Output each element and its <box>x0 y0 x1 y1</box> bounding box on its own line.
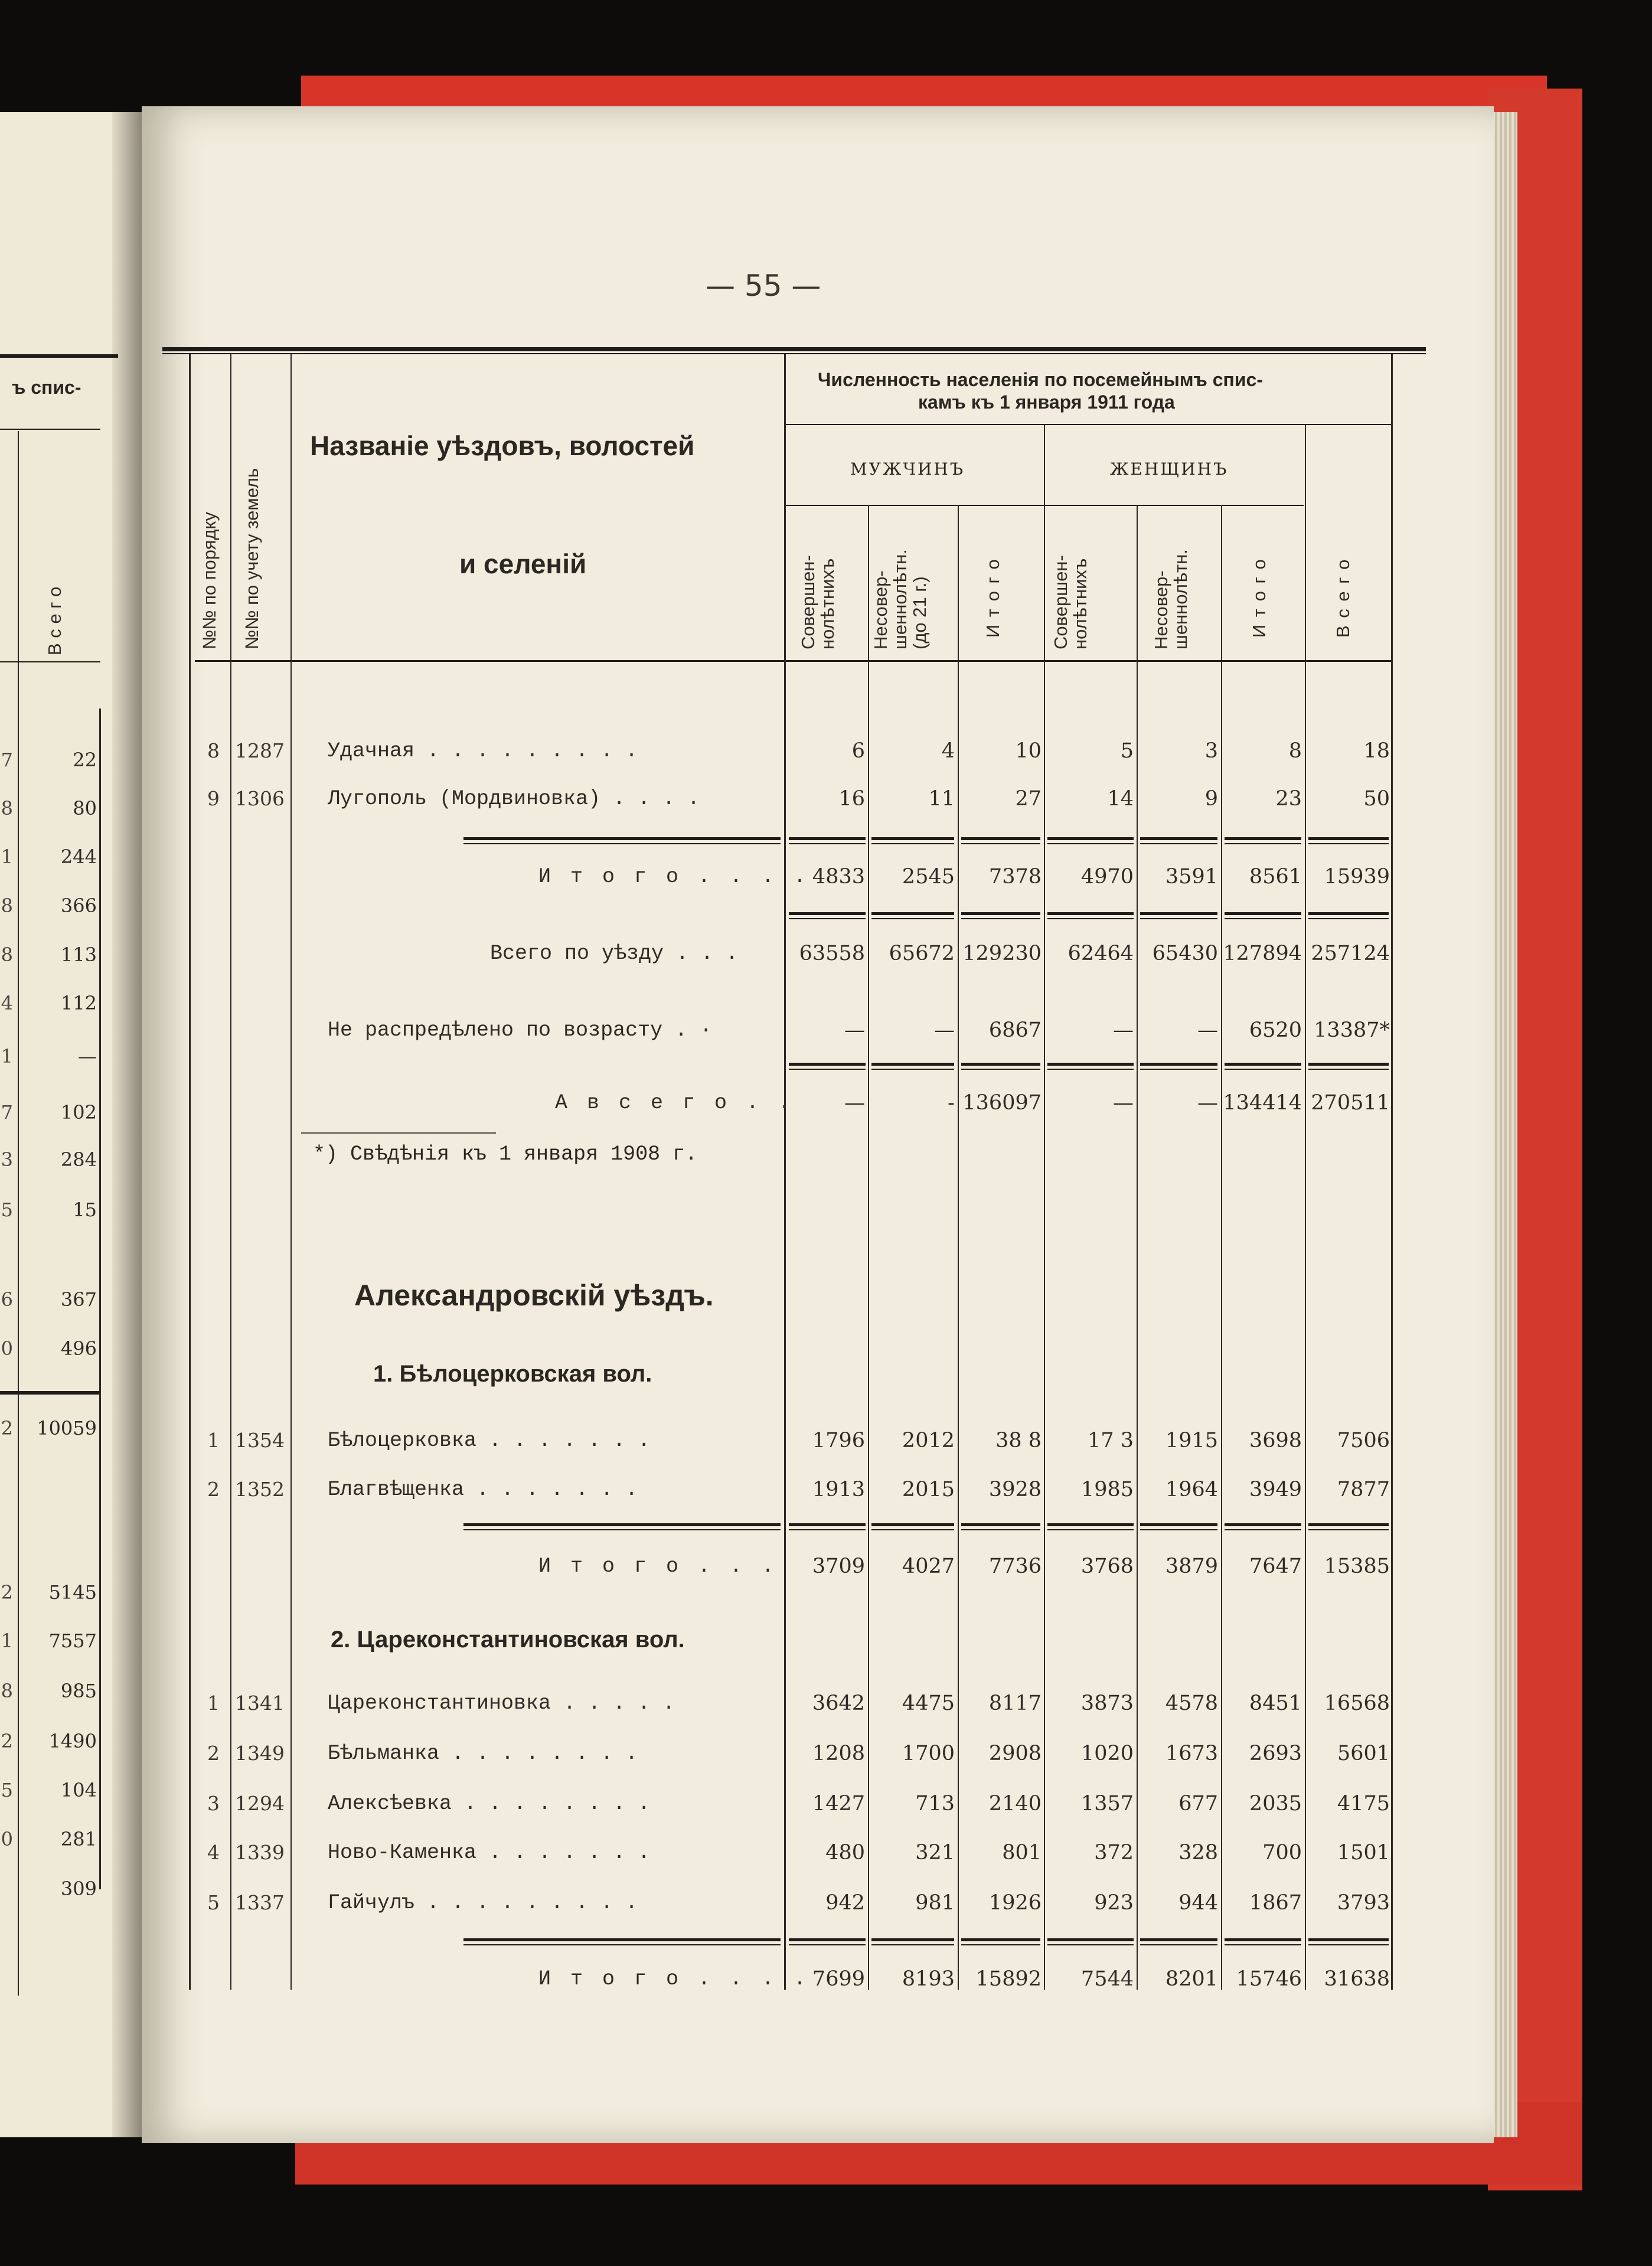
block1-itogo-value-0: 4833 <box>812 865 865 889</box>
left-rule-2 <box>0 429 100 430</box>
header-women-minor: Несовер- шеннолѣтн. <box>1151 549 1191 649</box>
separator-rule-thin-3-4 <box>1047 1069 1134 1070</box>
block1-vsego-uezd-label: Всего по уѣзду . . . <box>490 942 739 965</box>
separator-rule-thin-3-1 <box>789 1069 866 1070</box>
row-alekseevka-value-3: 1357 <box>1080 1792 1134 1816</box>
left-row-mark: 2 <box>1 1581 13 1604</box>
volost2-itogo-value-1: 8193 <box>902 1967 955 1991</box>
separator-rule-5-7 <box>1308 1938 1389 1941</box>
volost1-itogo-value-3: 3768 <box>1080 1555 1134 1578</box>
left-number: — <box>78 1045 97 1067</box>
row-blagveshchenka-value-0: 1913 <box>812 1478 865 1501</box>
left-number: 22 <box>73 749 97 771</box>
separator-rule-thin-1-3 <box>961 843 1040 844</box>
separator-rule-thin-3-5 <box>1140 1069 1217 1070</box>
left-row-mark: 5 <box>1 1199 13 1221</box>
left-row-mark: 8 <box>1 797 13 819</box>
row-novo-kamenka-name: Ново-Каменка . . . . . . . <box>328 1841 651 1865</box>
separator-rule-1-7 <box>1308 837 1389 840</box>
row-udachnaya-value-4: 3 <box>1204 739 1218 763</box>
separator-rule-5-0 <box>463 1938 781 1941</box>
separator-rule-4-6 <box>1225 1523 1301 1526</box>
row-novo-kamenka-value-5: 700 <box>1262 1841 1302 1865</box>
separator-rule-thin-1-4 <box>1047 843 1134 844</box>
row-belocerkovka-value-2: 38 8 <box>995 1429 1042 1452</box>
row-belocerkovka-land-number: 1354 <box>235 1429 285 1452</box>
separator-rule-2-4 <box>1047 912 1134 915</box>
block1-a-vsego-label: А в с е г о . . <box>555 1091 795 1115</box>
separator-rule-thin-2-1 <box>789 918 866 919</box>
page <box>142 106 1494 2143</box>
separator-rule-thin-3-3 <box>961 1069 1040 1070</box>
row-novo-kamenka-value-0: 480 <box>825 1841 865 1865</box>
header-population-line1: Численность населенія по посемейнымъ спис- <box>818 369 1263 390</box>
header-col-land: №№ по учету земель <box>241 468 262 649</box>
row-gaichul-order-number: 5 <box>207 1891 220 1914</box>
block1-itogo-value-6: 15939 <box>1324 865 1390 889</box>
separator-rule-thin-2-5 <box>1140 918 1217 919</box>
footnote: *) Свѣдѣнія къ 1 января 1908 г. <box>313 1142 698 1166</box>
col-line-5 <box>1221 505 1222 1990</box>
header-name-line1: Названіе уѣздовъ, волостей <box>310 430 695 461</box>
row-udachnaya-order-number: 8 <box>207 739 220 762</box>
row-lugopol-value-1: 11 <box>928 787 955 811</box>
volost1-itogo-value-4: 3879 <box>1165 1555 1218 1578</box>
row-novo-kamenka-land-number: 1339 <box>235 1841 285 1864</box>
left-row-mark: 6 <box>1 1288 13 1311</box>
separator-rule-thin-2-7 <box>1308 918 1389 919</box>
separator-rule-1-5 <box>1140 837 1217 840</box>
block1-a-vsego-value-0: — <box>844 1091 865 1115</box>
separator-rule-2-3 <box>961 912 1040 915</box>
block1-a-vsego-value-3: — <box>1113 1091 1134 1115</box>
row-blagveshchenka-land-number: 1352 <box>235 1478 285 1501</box>
left-rule-4 <box>0 1391 100 1395</box>
header-rule-1 <box>784 424 1392 425</box>
header-grand-total: В с е г о <box>1333 558 1353 638</box>
separator-rule-thin-5-7 <box>1308 1944 1389 1945</box>
header-men-adult: Совершен- нолѣтнихъ <box>798 555 838 649</box>
row-lugopol-value-3: 14 <box>1107 787 1134 811</box>
row-alekseevka-value-6: 4175 <box>1337 1792 1390 1816</box>
separator-rule-thin-5-4 <box>1047 1944 1134 1945</box>
volost2-itogo-value-6: 31638 <box>1324 1967 1390 1991</box>
left-col-edge <box>99 708 101 1889</box>
block1-ne-raspr-value-5: 6520 <box>1249 1018 1302 1042</box>
separator-rule-thin-1-5 <box>1140 843 1217 844</box>
row-tsarekonstantinovka-value-6: 16568 <box>1324 1692 1390 1715</box>
row-tsarekonstantinovka-value-1: 4475 <box>902 1692 955 1715</box>
row-novo-kamenka-order-number: 4 <box>207 1841 220 1864</box>
left-col-divider <box>18 431 19 1996</box>
row-lugopol-value-0: 16 <box>838 787 865 811</box>
row-belmanka-value-4: 1673 <box>1165 1742 1218 1765</box>
row-gaichul-value-3: 923 <box>1094 1891 1134 1915</box>
left-number: 281 <box>60 1828 97 1850</box>
row-novo-kamenka-value-6: 1501 <box>1337 1841 1390 1865</box>
row-alekseevka-value-4: 677 <box>1178 1792 1218 1816</box>
row-blagveshchenka-value-4: 1964 <box>1165 1478 1218 1501</box>
row-tsarekonstantinovka-value-2: 8117 <box>988 1692 1042 1715</box>
row-belmanka-land-number: 1349 <box>235 1742 285 1765</box>
block1-vsego-uezd-value-2: 129230 <box>962 942 1042 965</box>
separator-rule-5-5 <box>1140 1938 1217 1941</box>
row-lugopol-value-4: 9 <box>1204 787 1218 811</box>
separator-rule-1-0 <box>463 837 781 840</box>
row-gaichul-value-4: 944 <box>1178 1891 1218 1915</box>
left-number: 1490 <box>48 1730 97 1752</box>
separator-rule-thin-4-3 <box>961 1529 1040 1530</box>
left-row-mark: 2 <box>1 1417 13 1439</box>
row-gaichul-value-5: 1867 <box>1249 1891 1302 1915</box>
separator-rule-thin-2-4 <box>1047 918 1134 919</box>
separator-rule-thin-5-5 <box>1140 1944 1217 1945</box>
separator-rule-4-3 <box>961 1523 1040 1526</box>
left-row-mark: 0 <box>1 1828 13 1850</box>
row-blagveshchenka-name: Благвѣщенка . . . . . . . <box>328 1478 638 1501</box>
separator-rule-2-6 <box>1225 912 1301 915</box>
row-gaichul-value-2: 1926 <box>988 1891 1042 1915</box>
header-col-order: №№ по порядку <box>199 512 220 649</box>
row-udachnaya-value-0: 6 <box>851 739 865 763</box>
row-belocerkovka-value-5: 3698 <box>1249 1429 1302 1452</box>
row-belmanka-order-number: 2 <box>207 1742 220 1765</box>
separator-rule-2-2 <box>871 912 954 915</box>
separator-rule-3-5 <box>1140 1063 1217 1066</box>
row-gaichul-value-1: 981 <box>915 1891 955 1915</box>
separator-rule-5-3 <box>961 1938 1040 1941</box>
separator-rule-4-5 <box>1140 1523 1217 1526</box>
row-belmanka-value-2: 2908 <box>988 1742 1042 1765</box>
row-belmanka-value-1: 1700 <box>902 1742 955 1765</box>
row-udachnaya-land-number: 1287 <box>235 739 285 762</box>
top-rule <box>162 347 1426 351</box>
col-line-2 <box>958 505 959 1990</box>
left-row-mark: 8 <box>1 1680 13 1702</box>
separator-rule-thin-3-7 <box>1308 1069 1389 1070</box>
left-rule <box>0 354 118 358</box>
header-women: ЖЕНЩИНЪ <box>1110 459 1229 479</box>
block1-ne-raspr-value-4: — <box>1197 1018 1218 1042</box>
separator-rule-2-1 <box>789 912 866 915</box>
col-line-land <box>290 354 292 1990</box>
left-number: 985 <box>60 1680 97 1702</box>
row-gaichul-name: Гайчулъ . . . . . . . . . <box>328 1891 638 1915</box>
row-novo-kamenka-value-4: 328 <box>1178 1841 1218 1865</box>
separator-rule-thin-1-6 <box>1225 843 1301 844</box>
block1-ne-raspr-label: Не распредѣлено по возрасту . · <box>328 1018 713 1042</box>
left-header-fragment: ъ спис- <box>12 377 81 398</box>
separator-rule-4-0 <box>463 1523 781 1526</box>
separator-rule-thin-2-6 <box>1225 918 1301 919</box>
district-title: Александровскій уѣздъ. <box>354 1279 714 1312</box>
block1-vsego-uezd-value-4: 65430 <box>1152 942 1218 965</box>
separator-rule-thin-3-2 <box>871 1069 954 1070</box>
row-alekseevka-value-2: 2140 <box>988 1792 1042 1816</box>
left-number: 15 <box>73 1199 97 1221</box>
row-blagveshchenka-value-3: 1985 <box>1080 1478 1134 1501</box>
row-alekseevka-value-5: 2035 <box>1249 1792 1302 1816</box>
volost1-itogo-value-2: 7736 <box>988 1555 1042 1578</box>
separator-rule-thin-4-5 <box>1140 1529 1217 1530</box>
row-lugopol-land-number: 1306 <box>235 787 285 810</box>
block1-ne-raspr-value-2: 6867 <box>988 1018 1042 1042</box>
row-tsarekonstantinovka-value-0: 3642 <box>812 1692 865 1715</box>
separator-rule-thin-3-6 <box>1225 1069 1301 1070</box>
block1-vsego-uezd-value-1: 65672 <box>889 942 955 965</box>
volost1-title: 1. Бѣлоцерковская вол. <box>373 1361 652 1387</box>
header-population-line2: камъ къ 1 января 1911 года <box>918 391 1175 413</box>
separator-rule-thin-2-3 <box>961 918 1040 919</box>
block1-itogo-value-3: 4970 <box>1080 865 1134 889</box>
header-bottom-rule <box>195 660 1392 662</box>
row-blagveshchenka-order-number: 2 <box>207 1478 220 1501</box>
separator-rule-thin-1-1 <box>789 843 866 844</box>
left-number: 112 <box>60 992 97 1014</box>
separator-rule-5-2 <box>871 1938 954 1941</box>
block1-vsego-uezd-value-6: 257124 <box>1311 942 1390 965</box>
col-line-1 <box>868 505 869 1990</box>
left-row-mark: 8 <box>1 894 13 917</box>
left-number: 309 <box>60 1878 97 1900</box>
row-belmanka-value-5: 2693 <box>1249 1742 1302 1765</box>
separator-rule-thin-4-2 <box>871 1529 954 1530</box>
row-tsarekonstantinovka-name: Цареконстантиновка . . . . . <box>328 1692 675 1715</box>
row-tsarekonstantinovka-value-5: 8451 <box>1249 1692 1302 1715</box>
left-row-mark: 1 <box>1 845 13 868</box>
separator-rule-4-1 <box>789 1523 866 1526</box>
row-alekseevka-land-number: 1294 <box>235 1792 285 1815</box>
page-number: — 55 — <box>706 269 821 303</box>
header-name-line2: и селеній <box>459 548 587 579</box>
row-udachnaya-value-2: 10 <box>1015 739 1042 763</box>
row-belocerkovka-value-1: 2012 <box>902 1429 955 1452</box>
row-blagveshchenka-value-1: 2015 <box>902 1478 955 1501</box>
block1-a-vsego-value-6: 270511 <box>1311 1091 1390 1115</box>
left-number: 5145 <box>48 1581 97 1604</box>
separator-rule-thin-5-0 <box>463 1944 781 1945</box>
table-right-edge <box>1391 354 1393 1990</box>
volost2-itogo-value-0: 7699 <box>812 1967 865 1991</box>
left-row-mark: 7 <box>1 1101 13 1124</box>
row-belmanka-value-0: 1208 <box>812 1742 865 1765</box>
separator-rule-4-7 <box>1308 1523 1389 1526</box>
block1-ne-raspr-value-6: 13387* <box>1314 1018 1390 1042</box>
row-udachnaya-value-6: 18 <box>1363 739 1390 763</box>
left-number: 7557 <box>48 1630 97 1652</box>
volost2-itogo-label: И т о г о . . . . <box>538 1967 810 1991</box>
row-tsarekonstantinovka-order-number: 1 <box>207 1692 220 1715</box>
row-novo-kamenka-value-3: 372 <box>1094 1841 1134 1865</box>
separator-rule-3-6 <box>1225 1063 1301 1066</box>
separator-rule-5-4 <box>1047 1938 1134 1941</box>
separator-rule-3-4 <box>1047 1063 1134 1066</box>
block1-itogo-value-5: 8561 <box>1249 865 1302 889</box>
separator-rule-thin-4-1 <box>789 1529 866 1530</box>
row-blagveshchenka-value-2: 3928 <box>988 1478 1042 1501</box>
left-row-mark: 5 <box>1 1779 13 1801</box>
left-row-mark: 1 <box>1 1045 13 1067</box>
separator-rule-2-7 <box>1308 912 1389 915</box>
col-line-4 <box>1137 505 1138 1990</box>
row-belocerkovka-value-3: 17 3 <box>1088 1429 1134 1452</box>
block1-itogo-value-1: 2545 <box>902 865 955 889</box>
row-blagveshchenka-value-5: 3949 <box>1249 1478 1302 1501</box>
block1-ne-raspr-value-0: — <box>844 1018 865 1042</box>
separator-rule-2-5 <box>1140 912 1217 915</box>
left-rule-3 <box>0 661 100 662</box>
volost2-itogo-value-4: 8201 <box>1165 1967 1218 1991</box>
separator-rule-thin-5-6 <box>1225 1944 1301 1945</box>
separator-rule-5-6 <box>1225 1938 1301 1941</box>
volost1-itogo-label: И т о г о . . . <box>538 1555 778 1578</box>
left-row-mark: 0 <box>1 1337 13 1360</box>
left-col-label: В с е г о <box>44 586 65 655</box>
left-number: 284 <box>60 1148 97 1171</box>
row-blagveshchenka-value-6: 7877 <box>1337 1478 1390 1501</box>
row-belocerkovka-value-0: 1796 <box>812 1429 865 1452</box>
row-alekseevka-value-1: 713 <box>915 1792 955 1816</box>
footnote-rule <box>301 1132 496 1134</box>
block1-itogo-value-4: 3591 <box>1165 865 1218 889</box>
separator-rule-1-6 <box>1225 837 1301 840</box>
row-udachnaya-name: Удачная . . . . . . . . . <box>328 739 638 763</box>
header-men-total: И т о г о <box>982 558 1003 638</box>
header-men-minor: Несовер- шеннолѣтн. (до 21 г.) <box>870 549 930 649</box>
row-alekseevka-order-number: 3 <box>207 1792 220 1815</box>
separator-rule-3-1 <box>789 1063 866 1066</box>
left-row-mark: 4 <box>1 992 13 1014</box>
separator-rule-thin-5-2 <box>871 1944 954 1945</box>
block1-vsego-uezd-value-0: 63558 <box>799 942 865 965</box>
separator-rule-thin-1-7 <box>1308 843 1389 844</box>
separator-rule-4-4 <box>1047 1523 1134 1526</box>
row-belocerkovka-value-4: 1915 <box>1165 1429 1218 1452</box>
left-number: 80 <box>73 797 97 819</box>
left-number: 113 <box>60 943 97 966</box>
row-lugopol-name: Лугополь (Мордвиновка) . . . . <box>328 787 700 811</box>
volost2-itogo-value-3: 7544 <box>1080 1967 1134 1991</box>
row-belmanka-value-3: 1020 <box>1080 1742 1134 1765</box>
row-alekseevka-name: Алексѣевка . . . . . . . . <box>328 1792 651 1816</box>
separator-rule-5-1 <box>789 1938 866 1941</box>
row-gaichul-value-6: 3793 <box>1337 1891 1390 1915</box>
separator-rule-thin-4-6 <box>1225 1529 1301 1530</box>
separator-rule-thin-5-1 <box>789 1944 866 1945</box>
left-number: 366 <box>60 894 97 917</box>
left-number: 102 <box>60 1101 97 1124</box>
row-novo-kamenka-value-2: 801 <box>1002 1841 1042 1865</box>
row-lugopol-value-5: 23 <box>1275 787 1302 811</box>
row-lugopol-order-number: 9 <box>207 787 220 810</box>
row-tsarekonstantinovka-value-4: 4578 <box>1165 1692 1218 1715</box>
separator-rule-1-3 <box>961 837 1040 840</box>
left-number: 244 <box>60 845 97 868</box>
row-udachnaya-value-3: 5 <box>1120 739 1134 763</box>
separator-rule-4-2 <box>871 1523 954 1526</box>
left-row-mark: 7 <box>1 749 13 771</box>
row-udachnaya-value-1: 4 <box>941 739 955 763</box>
volost2-itogo-value-2: 15892 <box>975 1967 1042 1991</box>
row-gaichul-value-0: 942 <box>825 1891 865 1915</box>
block1-a-vsego-value-1: - <box>948 1091 955 1115</box>
row-tsarekonstantinovka-value-3: 3873 <box>1080 1692 1134 1715</box>
separator-rule-thin-2-2 <box>871 918 954 919</box>
row-belmanka-value-6: 5601 <box>1337 1742 1390 1765</box>
block1-a-vsego-value-5: 134414 <box>1223 1091 1302 1115</box>
header-men: МУЖЧИНЪ <box>850 459 965 479</box>
row-belocerkovka-value-6: 7506 <box>1337 1429 1390 1452</box>
row-tsarekonstantinovka-land-number: 1341 <box>235 1692 285 1715</box>
separator-rule-1-2 <box>871 837 954 840</box>
left-row-mark: 2 <box>1 1730 13 1752</box>
volost1-itogo-value-6: 15385 <box>1324 1555 1390 1578</box>
block1-ne-raspr-value-1: — <box>934 1018 955 1042</box>
separator-rule-3-2 <box>871 1063 954 1066</box>
block1-a-vsego-value-4: — <box>1197 1091 1218 1115</box>
row-lugopol-value-2: 27 <box>1015 787 1042 811</box>
separator-rule-thin-1-0 <box>463 843 781 844</box>
row-belocerkovka-order-number: 1 <box>207 1429 220 1452</box>
block1-ne-raspr-value-3: — <box>1113 1018 1134 1042</box>
left-number: 496 <box>60 1337 97 1360</box>
row-belmanka-name: Бѣльманка . . . . . . . . <box>328 1742 638 1765</box>
row-alekseevka-value-0: 1427 <box>812 1792 865 1816</box>
block1-vsego-uezd-value-3: 62464 <box>1067 942 1134 965</box>
block1-vsego-uezd-value-5: 127894 <box>1223 942 1302 965</box>
volost1-itogo-value-5: 7647 <box>1249 1555 1302 1578</box>
volost1-itogo-value-1: 4027 <box>902 1555 955 1578</box>
row-udachnaya-value-5: 8 <box>1288 739 1302 763</box>
left-number: 104 <box>60 1779 97 1801</box>
volost2-title: 2. Цареконстантиновская вол. <box>331 1627 685 1653</box>
block1-a-vsego-value-2: 136097 <box>962 1091 1042 1115</box>
left-number: 367 <box>60 1288 97 1311</box>
separator-rule-thin-4-0 <box>463 1529 781 1530</box>
volost2-itogo-value-5: 15746 <box>1236 1967 1302 1991</box>
block1-itogo-label: И т о г о . . . . <box>538 865 810 889</box>
separator-rule-3-3 <box>961 1063 1040 1066</box>
row-novo-kamenka-value-1: 321 <box>915 1841 955 1865</box>
row-gaichul-land-number: 1337 <box>235 1891 285 1914</box>
separator-rule-1-4 <box>1047 837 1134 840</box>
separator-rule-1-1 <box>789 837 866 840</box>
header-women-total: И т о г о <box>1249 558 1269 638</box>
separator-rule-thin-5-3 <box>961 1944 1040 1945</box>
header-women-adult: Совершен- нолѣтнихъ <box>1050 555 1091 649</box>
row-belocerkovka-name: Бѣлоцерковка . . . . . . . <box>328 1429 651 1452</box>
volost1-itogo-value-0: 3709 <box>812 1555 865 1578</box>
separator-rule-thin-4-7 <box>1308 1529 1389 1530</box>
left-number: 10059 <box>37 1417 97 1439</box>
left-row-mark: 1 <box>1 1630 13 1652</box>
separator-rule-thin-4-4 <box>1047 1529 1134 1530</box>
separator-rule-3-7 <box>1308 1063 1389 1066</box>
top-rule-thin <box>162 353 1426 354</box>
left-row-mark: 3 <box>1 1148 13 1171</box>
separator-rule-thin-1-2 <box>871 843 954 844</box>
block1-itogo-value-2: 7378 <box>988 865 1042 889</box>
row-lugopol-value-6: 50 <box>1363 787 1390 811</box>
left-row-mark: 8 <box>1 943 13 966</box>
